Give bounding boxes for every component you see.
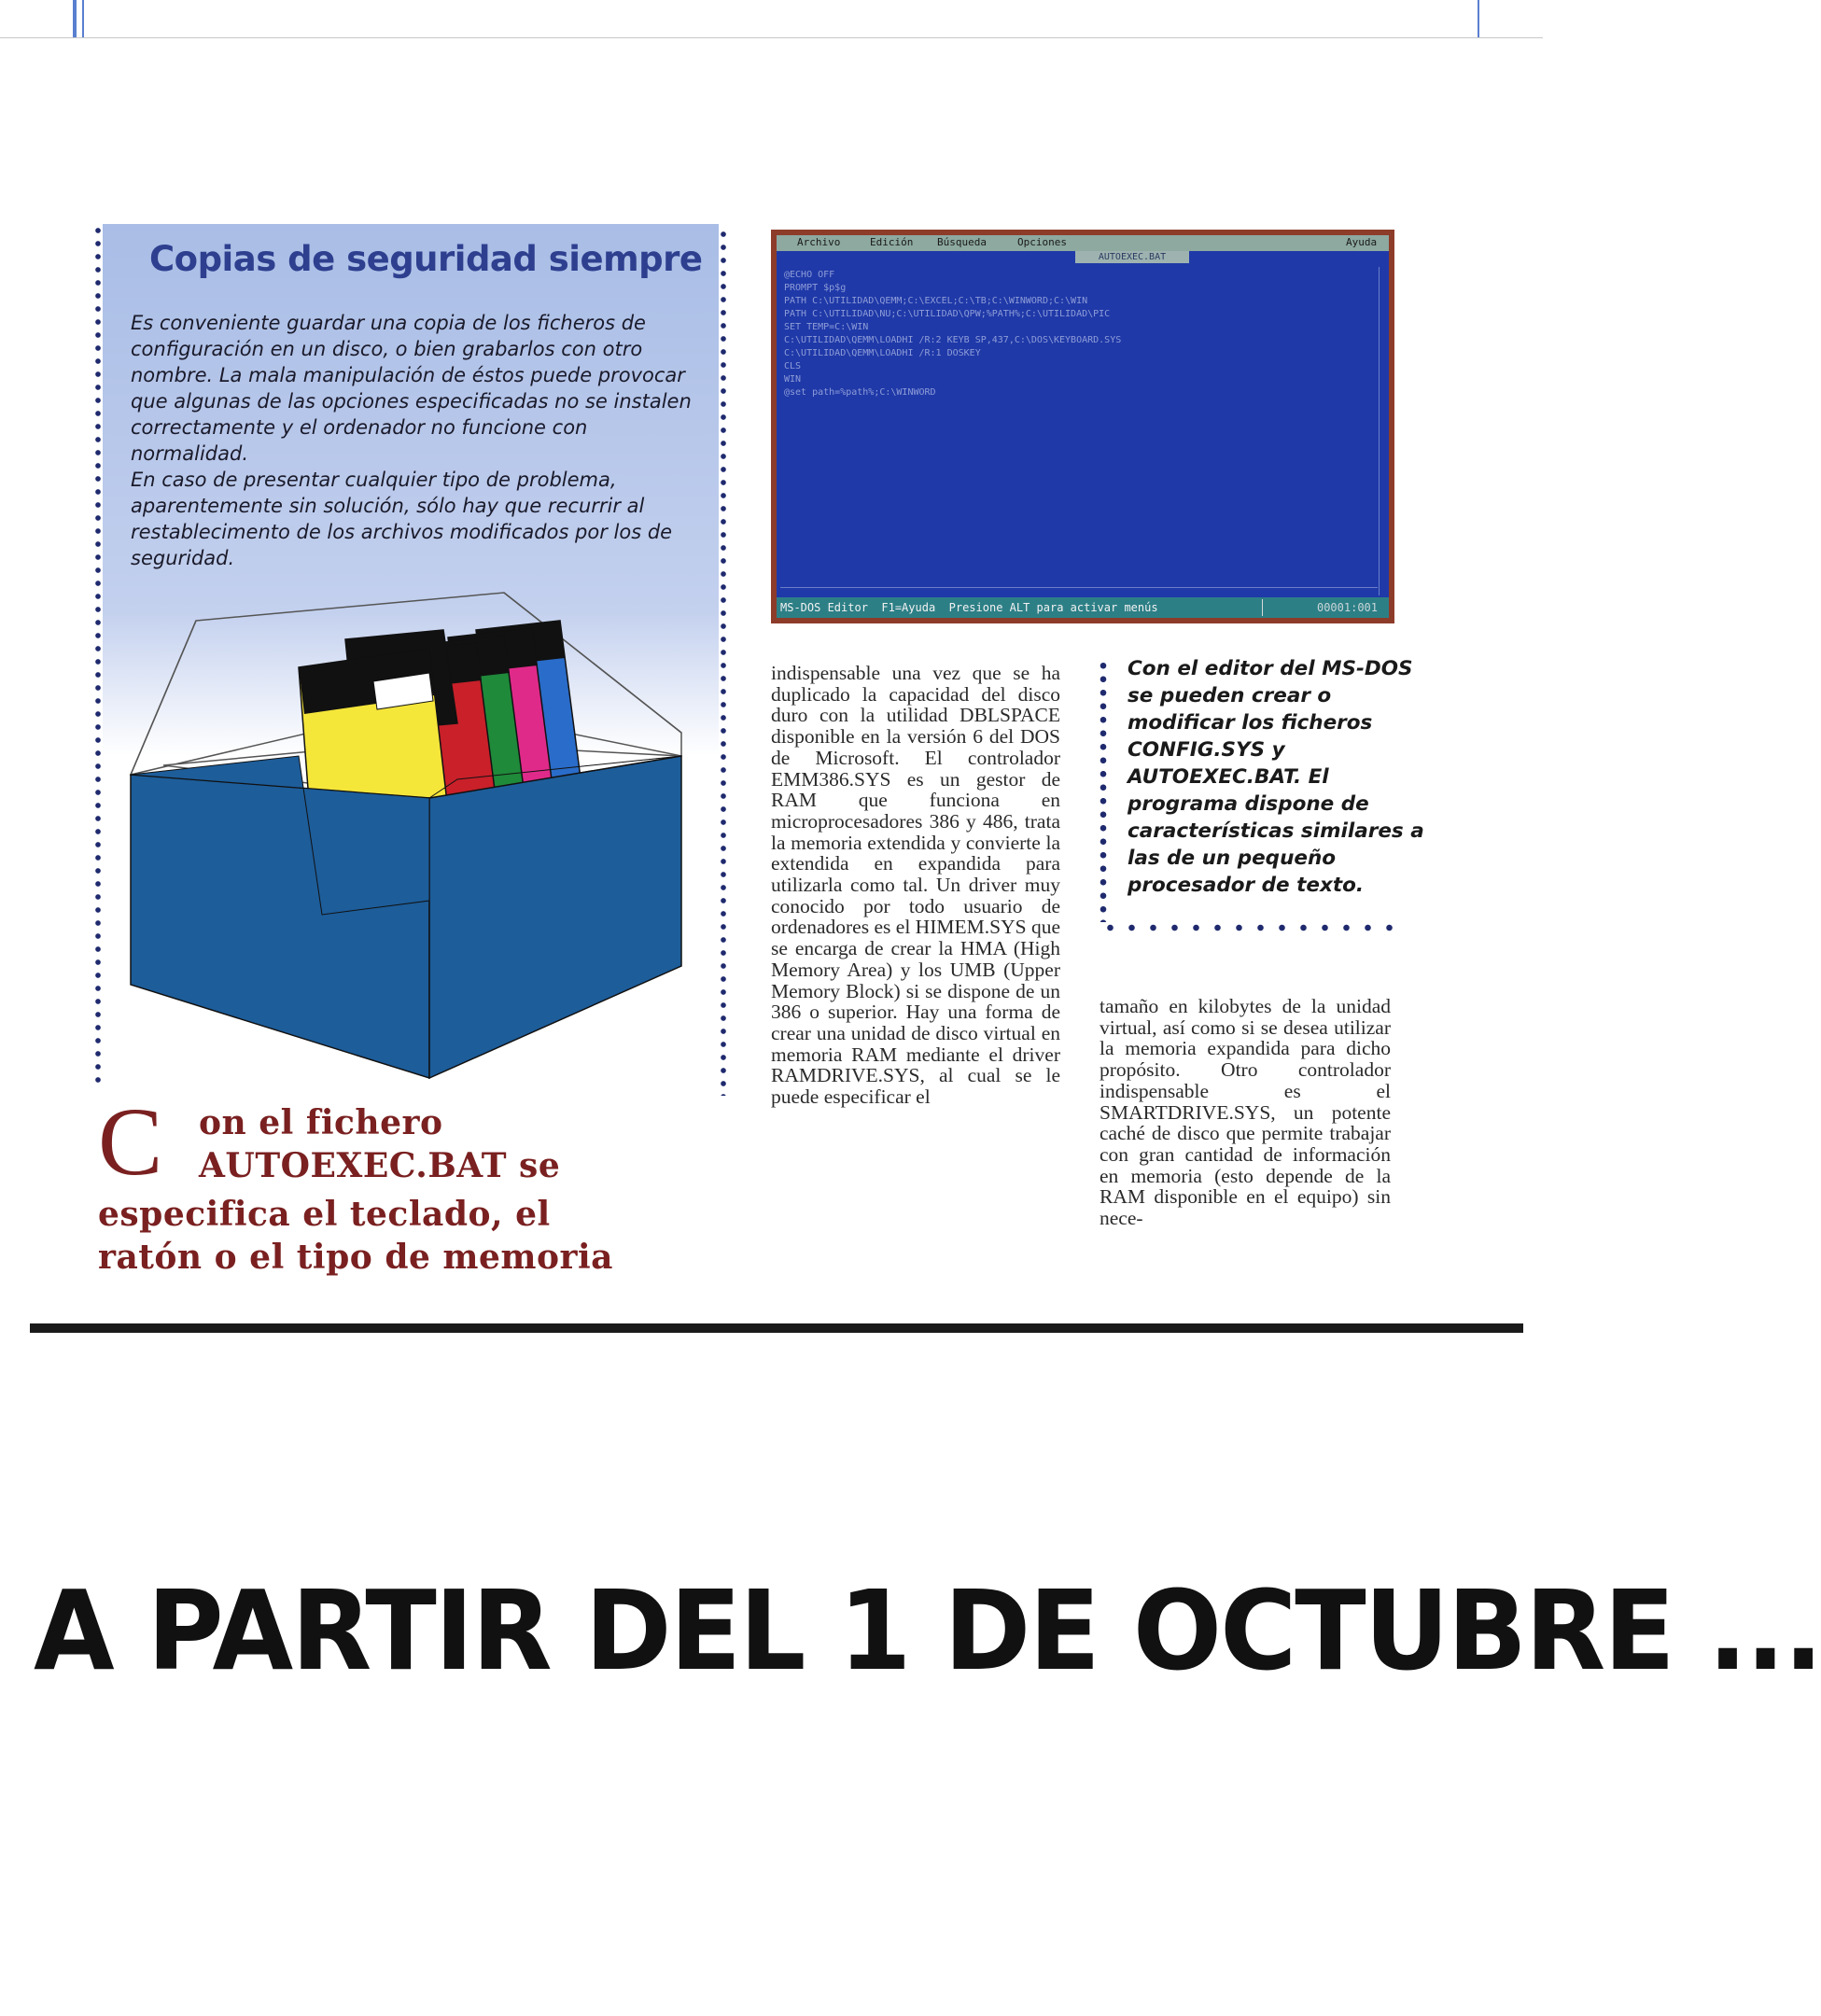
autoexec-code: @ECHO OFF PROMPT $p$g PATH C:\UTILIDAD\QEMM;C:\EXCEL;C:\TB;C:\WINWORD;C:\WIN PATH C:\UTILIDAD\NU;C:\UTILIDAD\QPW;%PATH%;C:\UTILIDAD\PIC SET TEMP=C:\WIN C:\UTILIDAD\QEMM\LOADHI /R:2 KEYB SP,437,C:\DOS\KEYBOARD.SYS C:\UTILIDAD\QEMM\LOADHI /R:1 DOSKEY CLS WIN @set path=%path%;C:\WINWORD [784,270,1122,398]
menu-archivo[interactable]: Archivo [797,236,841,248]
menu-busqueda[interactable]: Búsqueda [937,236,987,248]
sidebar-box [103,224,719,1083]
pull-quote-dropcap: C [98,1088,163,1196]
pull-quote-line-3: especifica el teclado, el [98,1195,551,1234]
vertical-scrollbar[interactable] [1379,267,1385,595]
caption-dotted-border-bottom [1100,924,1398,931]
pull-quote-line-4: ratón o el tipo de memoria [98,1238,613,1277]
pull-quote-line-1: on el fichero [199,1103,443,1142]
status-text: MS-DOS Editor F1=Ayuda Presione ALT para activar menús [780,601,1158,614]
horizontal-scrollbar[interactable] [780,587,1378,592]
sidebar-paragraph-2: En caso de presentar cualquier tipo de problema, aparentemente sin solución, sólo hay que recurrir al restablecimento de los archivos modificados por los de seguridad. [131,469,673,569]
sidebar-body [131,310,709,571]
box-front-right [429,756,681,1078]
registration-mark-right [1478,0,1479,37]
document-title-tab: AUTOEXEC.BAT [1075,251,1189,263]
registration-mark-left-thin [82,0,84,37]
sidebar-paragraph-1: Es conveniente guardar una copia de los ficheros de configuración en un disco, o bien grabarlos con otro nombre. La mala manipulación de éstos puede provocar que algunas de las opciones especificadas no se instalen correctamente y el ordenador no funcione con normalidad. [131,312,692,465]
floppy-disk-box-illustration [121,593,700,1078]
dotted-border-left [95,224,101,1083]
banner-headline: A PARTIR DEL 1 DE OCTUBRE ... [34,1568,1821,1696]
top-trim-line [0,37,1543,38]
body-column-1: indispensable una vez que se ha duplicado la capacidad del disco duro con la utilidad DBLSPACE disponible en la versión 6 del DOS de Microsoft. El controlador EMM386.SYS es un gestor de RAM que funciona en microprocesadores 386 y 486, trata la memoria extendida y convierte la extendida en expandida para utilizarla como tal. Un driver muy conocido por todo usuario de ordenadores es el HIMEM.SYS que se encarga de crear la HMA (High Memory Area) y los UMB (Upper Memory Block) si se dispone de un 386 o superior. Hay una forma de crear una unidad de disco virtual en memoria RAM mediante el driver RAMDRIVE.SYS, al cual se le puede especificar el [771,662,1060,1109]
editor-menubar [777,235,1389,251]
ms-dos-editor-screenshot [771,230,1394,623]
section-divider [30,1323,1523,1333]
body-column-2: tamaño en kilobytes de la unidad virtual, así como si se desea utilizar la memoria expandida para dicho propósito. Otro controlador indispensable es el SMARTDRIVE.SYS, un potente caché de disco que permite trabajar con gran cantidad de información en memoria (esto depende de la RAM disponible en el equipo) sin nece- [1100,995,1391,1230]
screenshot-caption: Con el editor del MS-DOS se pueden crear o modificar los ficheros CONFIG.SYS y AUTOEXEC.BAT. El programa dispone de características similares a las de un pequeño procesador de texto. [1128,657,1424,897]
cursor-position: 00001:001 [1316,601,1378,614]
editor-statusbar [777,597,1389,618]
sidebar-title: Copias de seguridad siempre [149,239,703,279]
menu-edicion[interactable]: Edición [870,236,914,248]
registration-mark-left [73,0,77,37]
dotted-border-right [721,228,726,1096]
menu-ayuda[interactable]: Ayuda [1346,236,1378,248]
menu-opciones[interactable]: Opciones [1017,236,1067,248]
pull-quote-line-2: AUTOEXEC.BAT se [199,1146,561,1185]
